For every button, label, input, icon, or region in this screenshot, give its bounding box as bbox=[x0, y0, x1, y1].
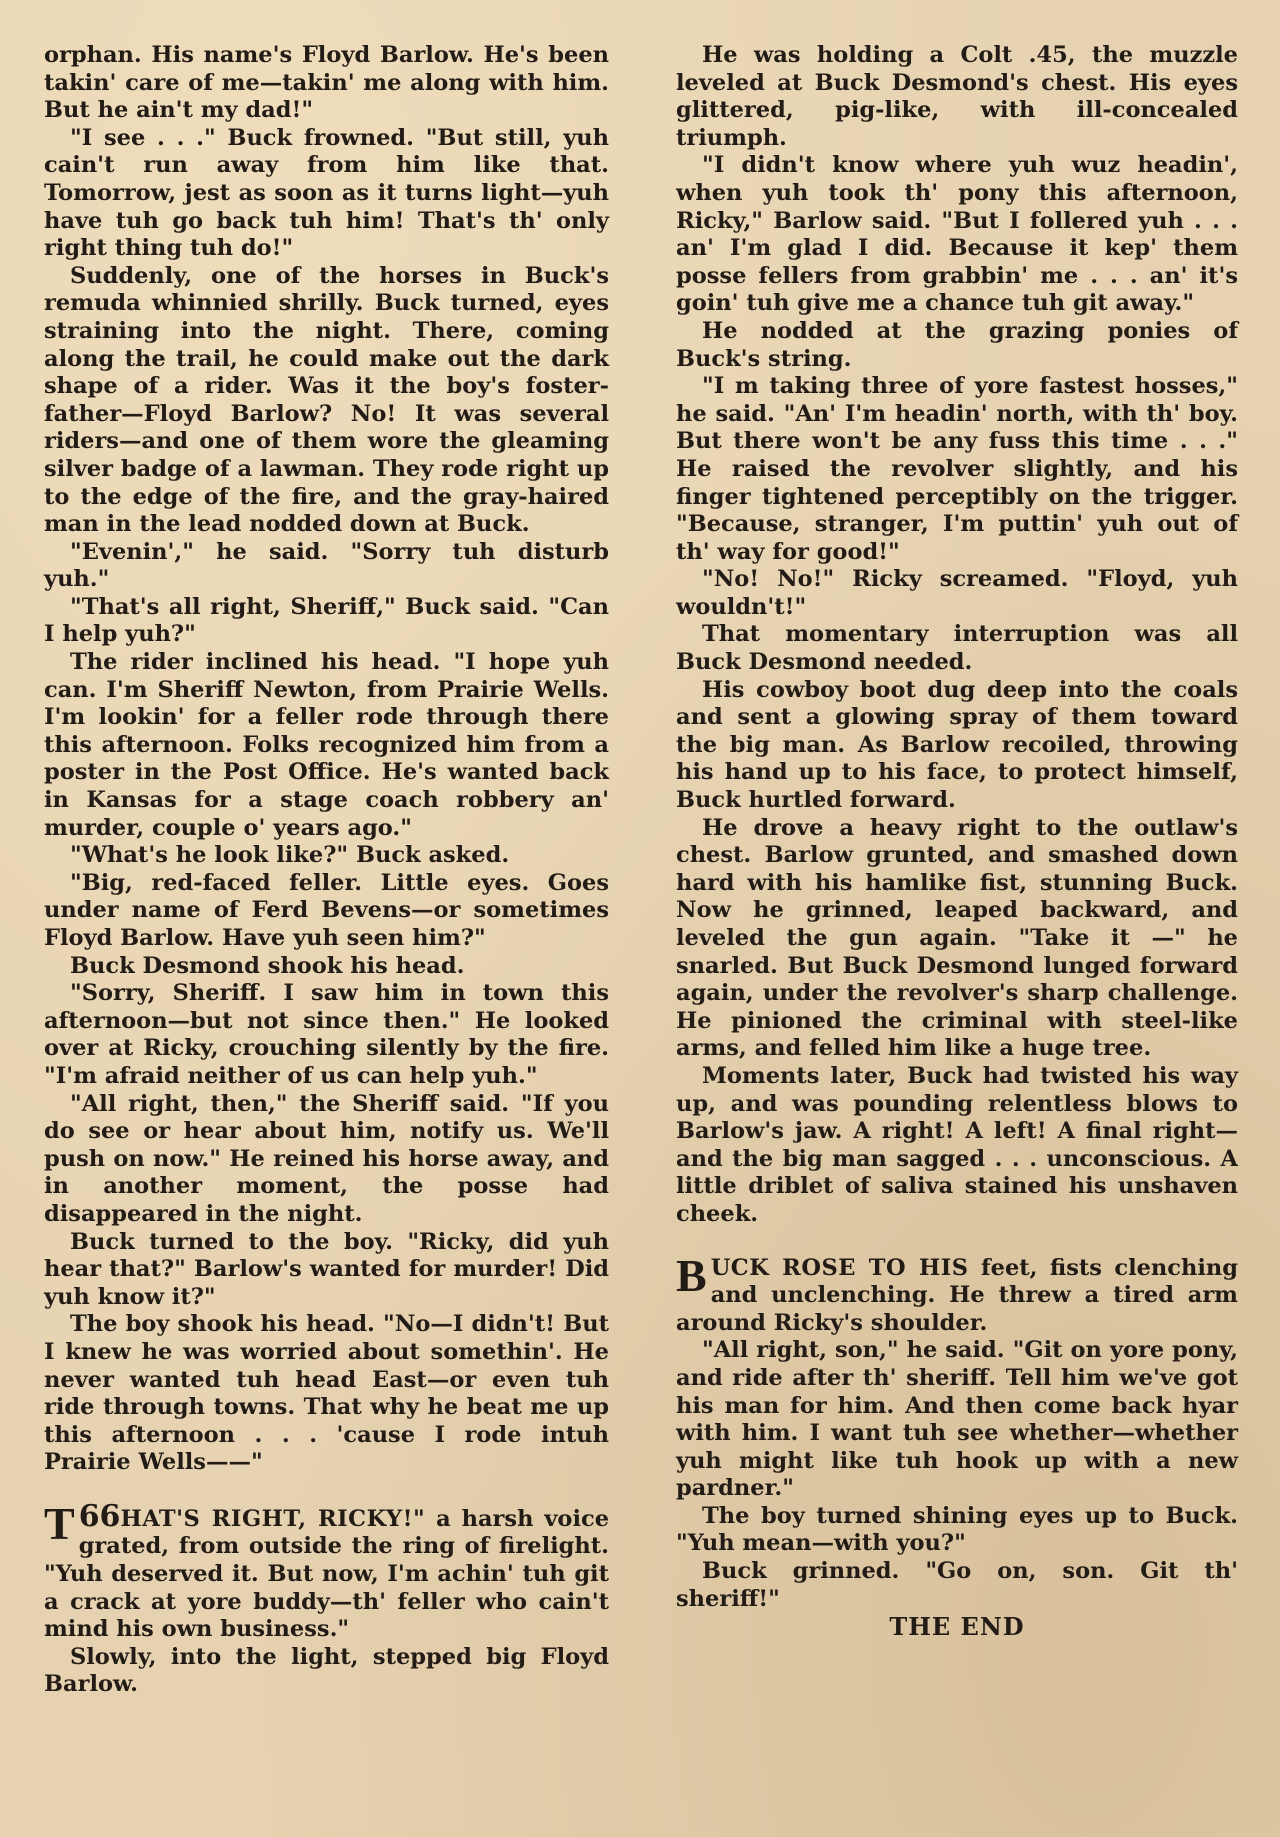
paragraph: He was holding a Colt .45, the muzzle leveled at Buck Desmond's chest. His eyes glittered, pig-like, with ill-concealed triumph. bbox=[676, 42, 1238, 151]
paragraph: The boy turned shining eyes up to Buck. "Yuh mean—with you?" bbox=[676, 1502, 1238, 1557]
paragraph: Slowly, into the light, stepped big Floyd Barlow. bbox=[44, 1643, 609, 1698]
paragraph: "Evenin'," he said. "Sorry tuh disturb yuh." bbox=[44, 538, 609, 593]
section-lead-text: a harsh voice grated, from outside the ring of firelight. "Yuh deserved it. But now, I'm achin' tuh git a crack at yore buddy—th' feller who cain't mind his own business." bbox=[44, 1505, 610, 1643]
section-lead-text: feet, fists clenching and unclenching. He threw a tired arm around Ricky's shoulder. bbox=[676, 1254, 1238, 1336]
open-quote-mark: 66 bbox=[78, 1498, 121, 1534]
paragraph: "What's he look like?" Buck asked. bbox=[70, 842, 510, 869]
paragraph: "Big, red-faced feller. Little eyes. Goes under name of Ferd Bevens—or sometimes Floyd Barlow. Have yuh seen him?" bbox=[44, 869, 609, 951]
paragraph: The rider inclined his head. "I hope yuh can. I'm Sheriff Newton, from Prairie Wells. I'm lookin' for a feller rode through there this afternoon. Folks recognized him from a poster in the Post Office. He's wanted back in Kansas for a stage coach robbery an' murder, couple o' years ago." bbox=[44, 649, 609, 841]
left-column bbox=[44, 42, 609, 1699]
the-end-mark: THE END bbox=[889, 1612, 1025, 1642]
paragraph: "That's all right, Sheriff," Buck said. "Can I help yuh?" bbox=[44, 593, 609, 648]
paragraph: Buck turned to the boy. "Ricky, did yuh hear that?" Barlow's wanted for murder! Did yuh know it?" bbox=[44, 1228, 609, 1310]
paragraph: Buck Desmond shook his head. bbox=[70, 952, 465, 979]
paragraph: "All right, son," he said. "Git on yore pony, and ride after th' sheriff. Tell him we've got his man for him. And then come back hyar with him. I want tuh see whether—whether yuh might like tuh hook up with a new pardner." bbox=[676, 1337, 1238, 1502]
paragraph: The boy shook his head. "No—I didn't! But I knew he was worried about somethin'. He never wanted tuh head East—or even tuh ride through towns. That why he beat me up this afternoon . . . 'cause I rode intuh Prairie Wells——" bbox=[44, 1311, 609, 1476]
paragraph: Buck grinned. "Go on, son. Git th' sheriff!" bbox=[676, 1558, 1238, 1612]
paragraph: "I m taking three of yore fastest hosses," he said. "An' I'm headin' north, with th' boy. But there won't be any fuss this time . . ." He raised the revolver slightly, and his finger tightened perceptibly on the trigger. "Because, stranger, I'm puttin' yuh out of th' way for good!" bbox=[676, 373, 1238, 565]
paragraph: His cowboy boot dug deep into the coals and sent a glowing spray of them toward the big man. As Barlow recoiled, throwing his hand up to his face, to protect himself, Buck hurtled forward. bbox=[676, 676, 1238, 814]
section-lead-caps: HAT'S RIGHT, RICKY!" bbox=[120, 1505, 426, 1532]
section-opening-paragraph bbox=[44, 1497, 610, 1644]
paragraph: That momentary interruption was all Buck Desmond needed. bbox=[676, 621, 1238, 676]
section-opening-paragraph bbox=[676, 1249, 1238, 1338]
paragraph: "I didn't know where yuh wuz headin', when yuh took th' pony this afternoon, Ricky," Barlow said. "But I follered yuh . . . an' I'm glad I did. Because it kep' them posse fellers from grabbin' me . . . an' it's goin' tuh give me a chance tuh git away." bbox=[676, 152, 1238, 317]
right-column bbox=[676, 42, 1238, 1641]
paragraph: "All right, then," the Sheriff said. "If you do see or hear about him, notify us. We'll push on now." He reined his horse away, and in another moment, the posse had disappeared in the night. bbox=[44, 1090, 609, 1227]
paragraph: orphan. His name's Floyd Barlow. He's been takin' care of me—takin' me along with him. But he ain't my dad!" bbox=[44, 42, 609, 124]
drop-cap: T bbox=[44, 1497, 75, 1549]
paragraph: Moments later, Buck had twisted his way up, and was pounding relentless blows to Barlow's jaw. A right! A left! A final right—and the big man sagged . . . unconscious. A little driblet of saliva stained his unshaven cheek. bbox=[676, 1062, 1238, 1227]
paragraph: "No! No!" Ricky screamed. "Floyd, yuh wouldn't!" bbox=[676, 566, 1238, 620]
paragraph: Suddenly, one of the horses in Buck's remuda whinnied shrilly. Buck turned, eyes straining into the night. There, coming along the trail, he could make out the dark shape of a rider. Was it the boy's foster-father—Floyd Barlow? No! It was several riders—and one of them wore the gleaming silver badge of a lawman. They rode right up to the edge of the fire, and the gray-haired man in the lead nodded down at Buck. bbox=[44, 262, 609, 538]
paragraph: He nodded at the grazing ponies of Buck's string. bbox=[676, 317, 1238, 372]
paragraph: "Sorry, Sheriff. I saw him in town this afternoon—but not since then." He looked over at Ricky, crouching silently by the fire. "I'm afraid neither of us can help yuh." bbox=[44, 980, 609, 1089]
section-lead-caps: UCK ROSE TO HIS bbox=[710, 1254, 969, 1281]
drop-cap: B bbox=[676, 1249, 707, 1301]
paragraph: "I see . . ." Buck frowned. "But still, yuh cain't run away from him like that. Tomorrow, jest as soon as it turns light—yuh have tuh go back tuh him! That's th' only right thing tuh do!" bbox=[44, 124, 609, 262]
paragraph: He drove a heavy right to the outlaw's chest. Barlow grunted, and smashed down hard with his hamlike fist, stunning Buck. Now he grinned, leaped backward, and leveled the gun again. "Take it —" he snarled. But Buck Desmond lunged forward again, under the revolver's sharp challenge. He pinioned the criminal with steel-like arms, and felled him like a huge tree. bbox=[676, 814, 1238, 1062]
